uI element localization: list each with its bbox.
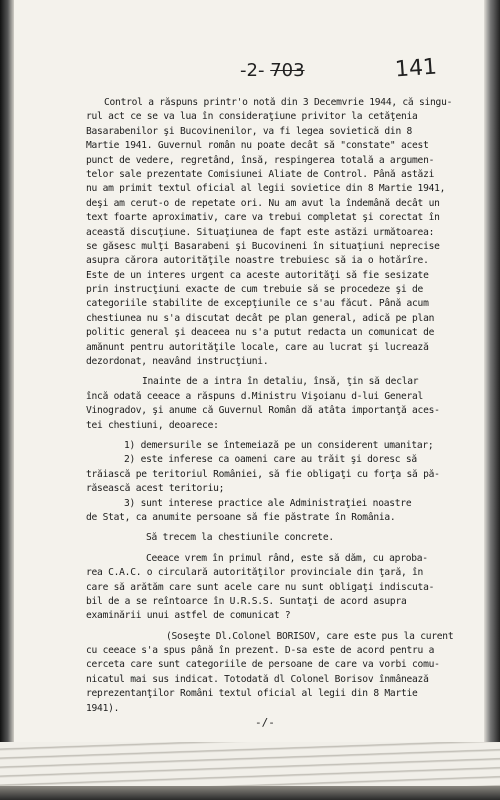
text-line: 1) demersurile se întemeiază pe un considerent umanitar; bbox=[124, 439, 434, 451]
page-mark: -2- bbox=[240, 60, 265, 81]
text-line: Inainte de a intra în detaliu, însă, ţin să declar bbox=[142, 376, 419, 388]
text-line: reprezentanţilor Români textul oficial al legii din 8 Martie bbox=[86, 688, 418, 700]
text-line: 3) sunt interese practice ale Administraţiei noastre bbox=[124, 497, 412, 509]
text-line: telor sale prezentate Comisiunei Aliate de Control. Până astăzi bbox=[86, 168, 435, 180]
text-line: tei chestiuni, deoarece: bbox=[86, 419, 219, 431]
text-line: trăiască pe teritoriul României, să fie obligaţi cu forţa să pă- bbox=[86, 468, 440, 480]
scan-edge-right bbox=[484, 0, 500, 800]
text-line: cerceta care sunt categoriile de persoane de care va vorbi comu- bbox=[86, 659, 440, 671]
text-line: bil de a se reîntoarce în U.R.S.S. Suntaţi de acord asupra bbox=[86, 595, 407, 607]
text-line: Martie 1941. Guvernul român nu poate decât să "constate" acest bbox=[86, 140, 429, 152]
text-line: Să trecem la chestiunile concrete. bbox=[146, 532, 334, 544]
text-line: politic general şi deaceea nu s'a putut redacta un comunicat de bbox=[86, 327, 435, 339]
text-line: 1941). bbox=[86, 702, 120, 714]
text-line: Este de un interes urgent ca aceste autorităţi să fie sesizate bbox=[86, 269, 429, 281]
text-line: text foarte aproximativ, care va trebui completat şi corectat în bbox=[86, 212, 440, 224]
text-line: asupra cărora autorităţile noastre trebuiesc să ia o hotărîre. bbox=[86, 255, 429, 267]
text-line: nicatul mai sus indicat. Totodată dl Colonel Borisov înmânează bbox=[86, 673, 429, 685]
text-line: categoriile stabilite de excepţiunile ce s'au făcut. Până acum bbox=[86, 298, 429, 310]
text-line: 2) este inferese ca oameni care au trăit şi doresc să bbox=[124, 454, 417, 466]
text-line: prin instrucţiuni exacte de cum trebuie să se procedeze şi de bbox=[86, 284, 424, 296]
text-line: punct de vedere, regretând, însă, respingerea totală a argumen- bbox=[86, 154, 435, 166]
text-line: de Stat, ca anumite persoane să fie păstrate în România. bbox=[86, 511, 396, 523]
text-line: Vinogradov, şi anume că Guvernul Român dă atâta importanţă aces- bbox=[86, 405, 440, 417]
text-line: Control a răspuns printr'o notă din 3 Decemvrie 1944, că singu- bbox=[104, 97, 453, 108]
text-line: Basarabenilor şi Bucovinenilor, va fi legea sovietică din 8 bbox=[86, 125, 413, 137]
handwritten-folio-number: 141 bbox=[394, 54, 438, 83]
text-line: amănunt pentru autorităţile locale, care au lucrat şi lucrează bbox=[86, 341, 429, 353]
text-line: deşi am cerut-o de repetate ori. Nu am avut la îndemână decât un bbox=[86, 197, 440, 209]
text-line: (Soseşte Dl.Colonel BORISOV, care este pus la curent bbox=[166, 630, 454, 642]
struck-page-number: 703 bbox=[270, 60, 305, 81]
text-line: care să arătăm care sunt acele care nu sunt obligaţi indiscuta- bbox=[86, 581, 435, 593]
document-body bbox=[86, 96, 486, 716]
text-line: Ceeace vrem în primul rând, este să dăm, cu aproba- bbox=[146, 552, 428, 564]
text-line: dezordonat, neavând instrucţiuni. bbox=[86, 356, 269, 368]
text-line: cu ceeace s'a spus până în prezent. D-sa este de acord pentru a bbox=[86, 645, 435, 657]
text-line: rea C.A.C. o circulară autorităţilor provinciale din ţară, în bbox=[86, 567, 424, 579]
text-line: se găsesc mulţi Basarabeni şi Bucovineni în situaţiuni neprecise bbox=[86, 240, 440, 252]
text-line: nu am primit textul oficial al legii sovietice din 8 Martie 1941, bbox=[86, 183, 446, 195]
page-continuation-marker: -/- bbox=[255, 716, 275, 729]
page-header-number bbox=[240, 60, 305, 81]
text-line: chestiunea nu s'a discutat decât pe plan general, adică pe plan bbox=[86, 312, 435, 324]
scan-edge-left bbox=[0, 0, 14, 800]
text-line: răsească acest teritoriu; bbox=[86, 483, 225, 495]
text-line: rul act ce se va lua în consideraţiune privitor la cetăţenia bbox=[86, 111, 418, 123]
scan-edge-bottom bbox=[0, 742, 500, 800]
text-line: examinării unui astfel de comunicat ? bbox=[86, 610, 291, 622]
text-line: această discuţiune. Situaţiunea de fapt este astăzi următoarea: bbox=[86, 226, 435, 238]
text-line: încă odată ceeace a răspuns d.Ministru Vişoianu d-lui General bbox=[86, 390, 424, 402]
